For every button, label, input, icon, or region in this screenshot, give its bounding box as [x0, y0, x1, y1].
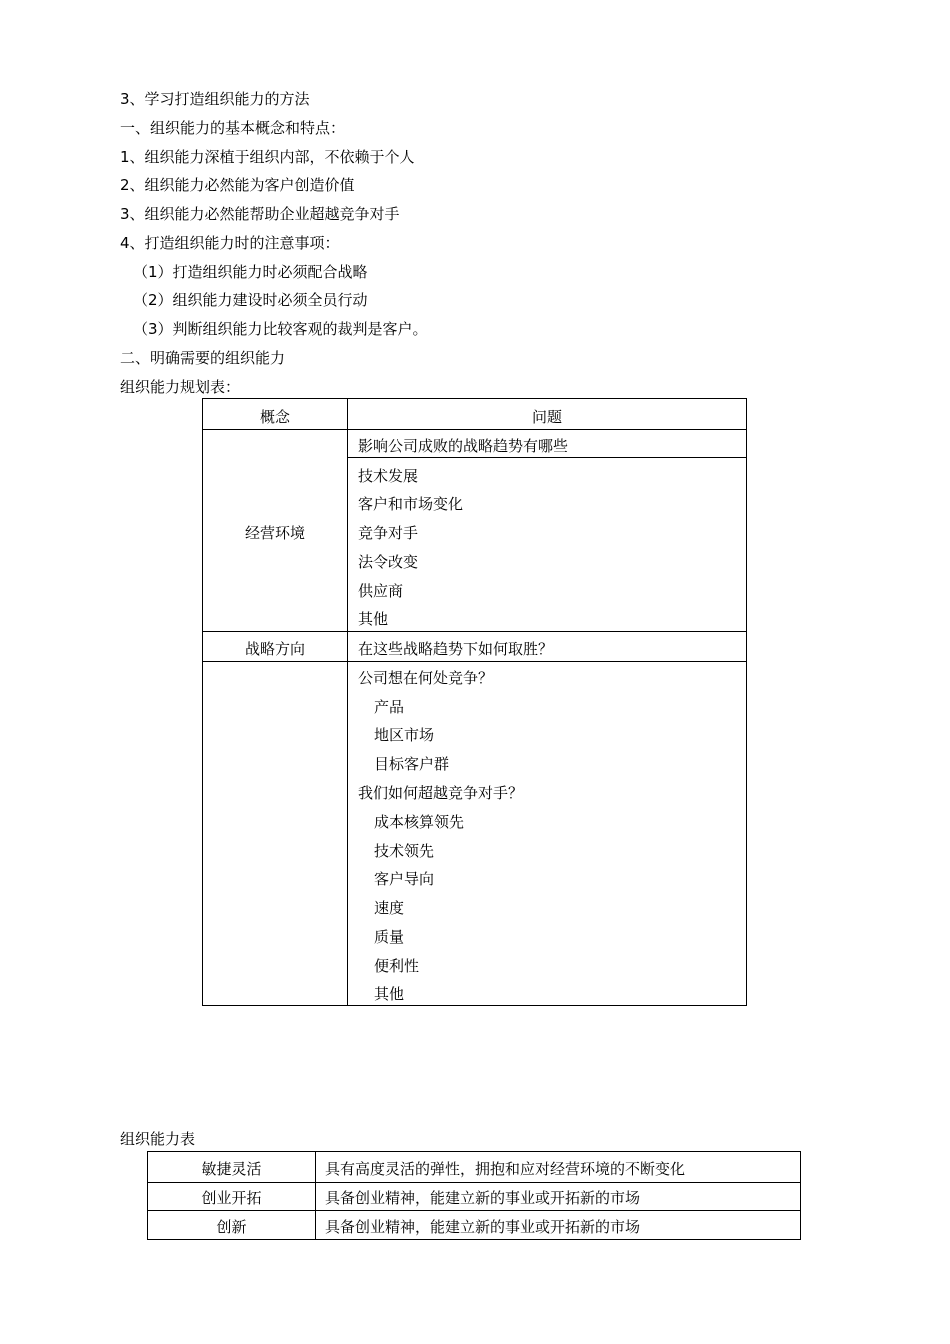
- capability-table: [147, 1151, 801, 1240]
- question-item: 法令改变: [358, 553, 419, 571]
- question-item: 地区市场: [374, 726, 435, 744]
- list-item: 3、组织能力必然能帮助企业超越竞争对手: [120, 205, 400, 223]
- planning-table: [202, 398, 747, 1006]
- question-item: 技术领先: [374, 842, 435, 860]
- question-item: 竞争对手: [358, 524, 419, 542]
- capability-desc: 具有高度灵活的弹性，拥抱和应对经营环境的不断变化: [325, 1160, 686, 1178]
- document-heading: 3、学习打造组织能力的方法: [120, 90, 310, 108]
- question-lead: 影响公司成败的战略趋势有哪些: [358, 437, 569, 455]
- row-divider: [203, 429, 746, 430]
- question-item: 速度: [374, 899, 405, 917]
- list-item: 2、组织能力必然能为客户创造价值: [120, 176, 355, 194]
- question-lead: 我们如何超越竞争对手？: [358, 784, 524, 802]
- section-title: 二、明确需要的组织能力: [120, 349, 286, 367]
- question-item: 成本核算领先: [374, 813, 465, 831]
- question-item: 便利性: [374, 957, 420, 975]
- row-divider: [203, 631, 746, 632]
- question-item: 客户导向: [374, 870, 435, 888]
- header-concept: 概念: [259, 408, 290, 426]
- row-divider: [347, 457, 746, 458]
- question-item: 其他: [358, 610, 389, 628]
- sub-list-item: （1）打造组织能力时必须配合战略: [133, 263, 368, 281]
- question-item: 目标客户群: [374, 755, 450, 773]
- question-item: 客户和市场变化: [358, 495, 464, 513]
- capability-name: 敏捷灵活: [201, 1160, 262, 1178]
- concept-cell: 战略方向: [244, 640, 305, 658]
- section-title: 一、组织能力的基本概念和特点：: [120, 119, 346, 137]
- capability-name: 创新: [216, 1218, 247, 1236]
- list-item: 1、组织能力深植于组织内部，不依赖于个人: [120, 148, 415, 166]
- concept-cell: 经营环境: [244, 524, 305, 542]
- row-divider: [148, 1182, 800, 1183]
- question-item: 其他: [374, 985, 405, 1003]
- capability-desc: 具备创业精神，能建立新的事业或开拓新的市场: [325, 1218, 641, 1236]
- capability-desc: 具备创业精神，能建立新的事业或开拓新的市场: [325, 1189, 641, 1207]
- sub-list-item: （3）判断组织能力比较客观的裁判是客户。: [133, 320, 428, 338]
- header-question: 问题: [531, 408, 562, 426]
- row-divider: [203, 661, 746, 662]
- question-lead: 在这些战略趋势下如何取胜？: [358, 640, 554, 658]
- sub-list-item: （2）组织能力建设时必须全员行动: [133, 291, 368, 309]
- list-item: 4、打造组织能力时的注意事项：: [120, 234, 340, 252]
- column-divider: [347, 399, 348, 1005]
- question-item: 供应商: [358, 582, 404, 600]
- question-item: 产品: [374, 698, 405, 716]
- table-caption: 组织能力规划表：: [120, 378, 241, 396]
- capability-name: 创业开拓: [201, 1189, 262, 1207]
- question-lead: 公司想在何处竞争？: [358, 669, 494, 687]
- table-caption: 组织能力表: [120, 1130, 196, 1148]
- column-divider: [315, 1152, 316, 1239]
- question-item: 质量: [374, 928, 405, 946]
- row-divider: [148, 1210, 800, 1211]
- question-item: 技术发展: [358, 467, 419, 485]
